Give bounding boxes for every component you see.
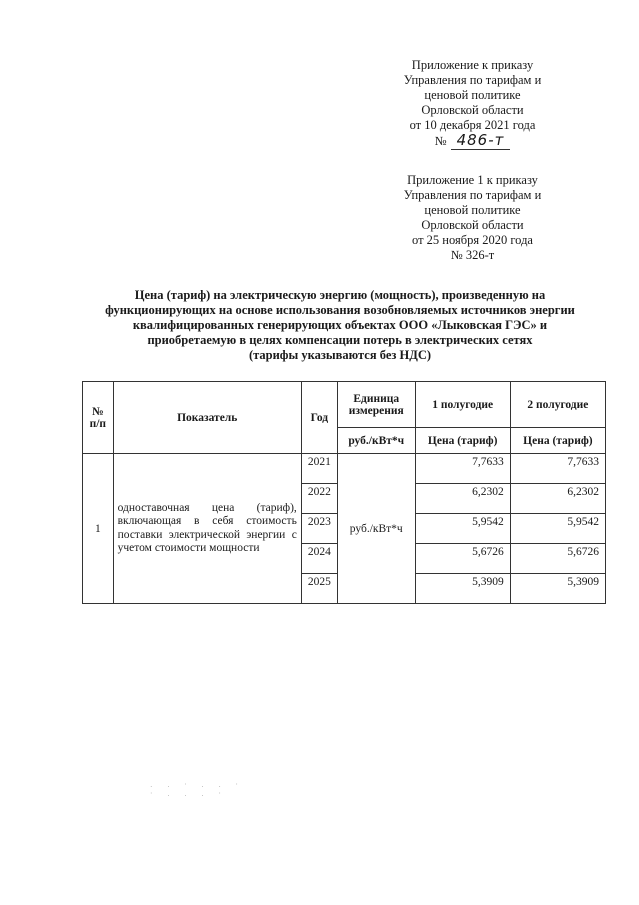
title-line: приобретаемую в целях компенсации потерь в электрических сетях <box>147 333 533 347</box>
appendix-line: Орловской области <box>421 218 524 232</box>
scan-noise: . . · . . · · . . . · <box>150 780 244 798</box>
appendix-line: Управления по тарифам и <box>403 73 542 87</box>
half1-value: 6,2302 <box>415 484 510 514</box>
appendix-line: от 10 декабря 2021 года <box>409 118 536 132</box>
half2-value: 7,7633 <box>510 454 605 484</box>
appendix-block-current-order <box>360 58 585 149</box>
title-line: Цена (тариф) на электрическую энергию (мощность), произведенную на <box>134 288 546 302</box>
handwritten-order-number: 486-т <box>451 131 511 150</box>
appendix-line: ценовой политике <box>424 203 521 217</box>
year-cell: 2025 <box>301 574 337 604</box>
table-row <box>83 454 606 484</box>
half2-value: 5,9542 <box>510 514 605 544</box>
number-sign: № <box>434 134 447 148</box>
title-line: (тарифы указываются без НДС) <box>248 348 432 362</box>
half1-value: 5,6726 <box>415 544 510 574</box>
row-indicator: одноставочная цена (тариф), включающая в себя стоимость поставки электрической энергии с учетом стоимости мощности <box>113 454 301 604</box>
year-cell: 2021 <box>301 454 337 484</box>
appendix-line: Орловской области <box>421 103 524 117</box>
appendix-line: от 25 ноября 2020 года <box>412 233 533 247</box>
table-header-row <box>83 382 606 428</box>
appendix-line: № 326-т <box>450 248 495 262</box>
appendix-line: Управления по тарифам и <box>403 188 542 202</box>
half1-value: 5,3909 <box>415 574 510 604</box>
half1-value: 7,7633 <box>415 454 510 484</box>
half2-value: 5,6726 <box>510 544 605 574</box>
half2-value: 6,2302 <box>510 484 605 514</box>
title-line: функционирующих на основе использования возобновляемых источников энергии <box>105 303 575 317</box>
appendix-line: Приложение к приказу <box>411 58 534 72</box>
half1-value: 5,9542 <box>415 514 510 544</box>
subheader-unit: руб./кВт*ч <box>337 428 415 454</box>
subheader-half1: Цена (тариф) <box>415 428 510 454</box>
header-half1: 1 полугодие <box>415 382 510 428</box>
half2-value: 5,3909 <box>510 574 605 604</box>
appendix-block-original-order <box>360 173 585 263</box>
subheader-half2: Цена (тариф) <box>510 428 605 454</box>
order-number-line <box>360 133 585 149</box>
header-indicator: Показатель <box>113 382 301 454</box>
title-line: квалифицированных генерирующих объектах ООО «Лыковская ГЭС» и <box>132 318 548 332</box>
header-year: Год <box>301 382 337 454</box>
header-unit: Единица измерения <box>337 382 415 428</box>
appendix-line: ценовой политике <box>424 88 521 102</box>
document-title <box>60 288 620 363</box>
year-cell: 2024 <box>301 544 337 574</box>
tariff-table <box>82 381 606 604</box>
header-half2: 2 полугодие <box>510 382 605 428</box>
year-cell: 2022 <box>301 484 337 514</box>
header-num: № п/п <box>83 382 114 454</box>
year-cell: 2023 <box>301 514 337 544</box>
appendix-line: Приложение 1 к приказу <box>407 173 538 187</box>
row-num: 1 <box>83 454 114 604</box>
row-unit: руб./кВт*ч <box>337 454 415 604</box>
